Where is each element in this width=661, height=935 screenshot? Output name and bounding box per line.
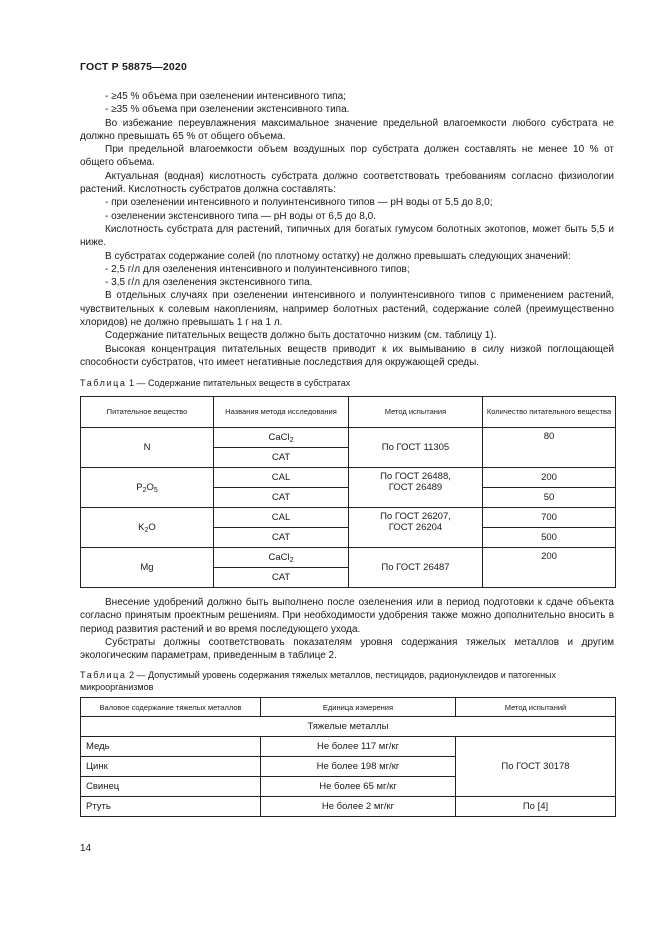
column-header: Количество питательного вещества xyxy=(483,397,616,428)
limit-cell: Не более 65 мг/кг xyxy=(261,777,456,797)
amount-cell: 50 xyxy=(483,488,616,508)
document-header: ГОСТ Р 58875—2020 xyxy=(80,61,188,73)
method-cell: CAL xyxy=(214,508,349,528)
limit-cell: Не более 198 мг/кг xyxy=(261,757,456,777)
table-header-row xyxy=(81,698,616,717)
caption-label: Таблица xyxy=(80,670,127,680)
body-text-mid xyxy=(80,596,614,662)
column-header: Питательное вещество xyxy=(81,397,214,428)
table-row xyxy=(81,797,616,817)
paragraph: Субстраты должны соответствовать показателям уровня содержания тяжелых металлов и другим экологическим параметрам, приведенным в таблице 2. xyxy=(80,636,614,662)
caption-text: 2 — Допустимый уровень содержания тяжелых металлов, пестицидов, радионуклеидов и патогенных микроорганизмов xyxy=(80,670,557,692)
table2-caption xyxy=(80,670,614,693)
table-row xyxy=(81,548,616,568)
column-header: Валовое содержание тяжелых металлов xyxy=(81,698,261,717)
table-row xyxy=(81,508,616,528)
method-cell: CAT xyxy=(214,488,349,508)
amount-cell: 200 xyxy=(483,548,616,588)
method-cell: CaCl$_2$ xyxy=(214,548,349,568)
nutrient-cell: Mg xyxy=(81,548,214,588)
method-cell: По [4] xyxy=(456,797,616,817)
paragraph: В отдельных случаях при озеленении интенсивного и полуинтенсивного типов с применением растений, чувствительных к солевым накоплениям, например болотных растений, содержание солей (преимущественно хлоридов) не должно превышать 1 г на 1 л. xyxy=(80,290,614,329)
test-cell: По ГОСТ 11305 xyxy=(349,428,483,468)
method-cell: CAT xyxy=(214,448,349,468)
limit-cell: Не более 2 мг/кг xyxy=(261,797,456,817)
table-row xyxy=(81,737,616,757)
method-cell: По ГОСТ 30178 xyxy=(456,737,616,797)
paragraph: - ≥45 % объема при озеленении интенсивного типа; xyxy=(105,91,346,102)
metal-cell: Медь xyxy=(81,737,261,757)
method-cell: CAT xyxy=(214,528,349,548)
paragraph: - ≥35 % объема при озеленении экстенсивного типа. xyxy=(105,104,350,116)
table-row xyxy=(81,428,616,448)
page-number: 14 xyxy=(80,843,92,854)
method-cell: CAL xyxy=(214,468,349,488)
limit-cell: Не более 117 мг/кг xyxy=(261,737,456,757)
table-header-row xyxy=(81,397,616,428)
amount-cell: 700 xyxy=(483,508,616,528)
column-header: Названия метода исследования xyxy=(214,397,349,428)
column-header: Метод испытания xyxy=(349,397,483,428)
test-cell: По ГОСТ 26488, ГОСТ 26489 xyxy=(349,468,483,508)
table-row xyxy=(81,468,616,488)
paragraph: - 2,5 г/л для озеленения интенсивного и полуинтенсивного типов; xyxy=(105,263,410,275)
metal-cell: Ртуть xyxy=(81,797,261,817)
metal-cell: Цинк xyxy=(81,757,261,777)
column-header: Единица измерения xyxy=(261,698,456,717)
nutrients-table xyxy=(80,396,616,588)
column-header: Метод испытаний xyxy=(456,698,616,717)
amount-cell: 500 xyxy=(483,528,616,548)
caption-text: 1 — Содержание питательных веществ в субстратах xyxy=(126,378,351,388)
paragraph: Содержание питательных веществ должно быть достаточно низким (см. таблицу 1). xyxy=(105,330,497,342)
caption-label: Таблица xyxy=(80,378,127,388)
heavy-metals-table xyxy=(80,697,616,817)
paragraph: - при озеленении интенсивного и полуинтенсивного типов — pH воды от 5,5 до 8,0; xyxy=(105,197,493,209)
section-label: Тяжелые металлы xyxy=(81,717,616,737)
table-section-row xyxy=(81,717,616,737)
paragraph: В субстратах содержание солей (по плотному остатку) не должно превышать следующих значений: xyxy=(105,250,571,262)
nutrient-cell: $P_2O_5$ xyxy=(81,468,214,508)
test-cell: По ГОСТ 26487 xyxy=(349,548,483,588)
paragraph: Высокая концентрация питательных веществ приводит к их вымыванию в силу низкой поглощающей способности субстратов, что имеет негативные последствия для окружающей среды. xyxy=(80,343,614,368)
paragraph: Кислотность субстрата для растений, типичных для богатых гумусом болотных экотопов, может быть 5,5 и ниже. xyxy=(80,223,614,249)
paragraph: При предельной влагоемкости объем воздушных пор субстрата должен составлять не менее 10 % от общего объема. xyxy=(80,144,614,169)
paragraph: - озеленении экстенсивного типа — pH воды от 6,5 до 8,0. xyxy=(105,210,376,222)
table1-caption xyxy=(80,378,614,390)
amount-cell: 200 xyxy=(483,468,616,488)
paragraph: Актуальная (водная) кислотность субстрата должно соответствовать требованиям согласно физиологии растений. Кислотность субстратов должна составлять: xyxy=(80,170,614,196)
amount-cell: 80 xyxy=(483,428,616,468)
paragraph: Во избежание переувлажнения максимальное значение предельной влагоемкости любого субстрата не должно превышать 65 % от общего объема. xyxy=(80,117,614,142)
test-cell: По ГОСТ 26207, ГОСТ 26204 xyxy=(349,508,483,548)
metal-cell: Свинец xyxy=(81,777,261,797)
method-cell: CaCl$_2$ xyxy=(214,428,349,448)
paragraph: - 3,5 г/л для озеленения экстенсивного типа. xyxy=(105,277,313,289)
nutrient-cell: $K_2O$ xyxy=(81,508,214,548)
paragraph: Внесение удобрений должно быть выполнено после озеленения или в период подготовки к сдаче объекта согласно принятым проектным решениям. При необходимости удобрения также можно дополнительно вносить в период развития растений и во время последующего ухода. xyxy=(80,597,614,635)
nutrient-cell: N xyxy=(81,428,214,468)
body-text-top xyxy=(80,90,614,369)
method-cell: CAT xyxy=(214,568,349,588)
